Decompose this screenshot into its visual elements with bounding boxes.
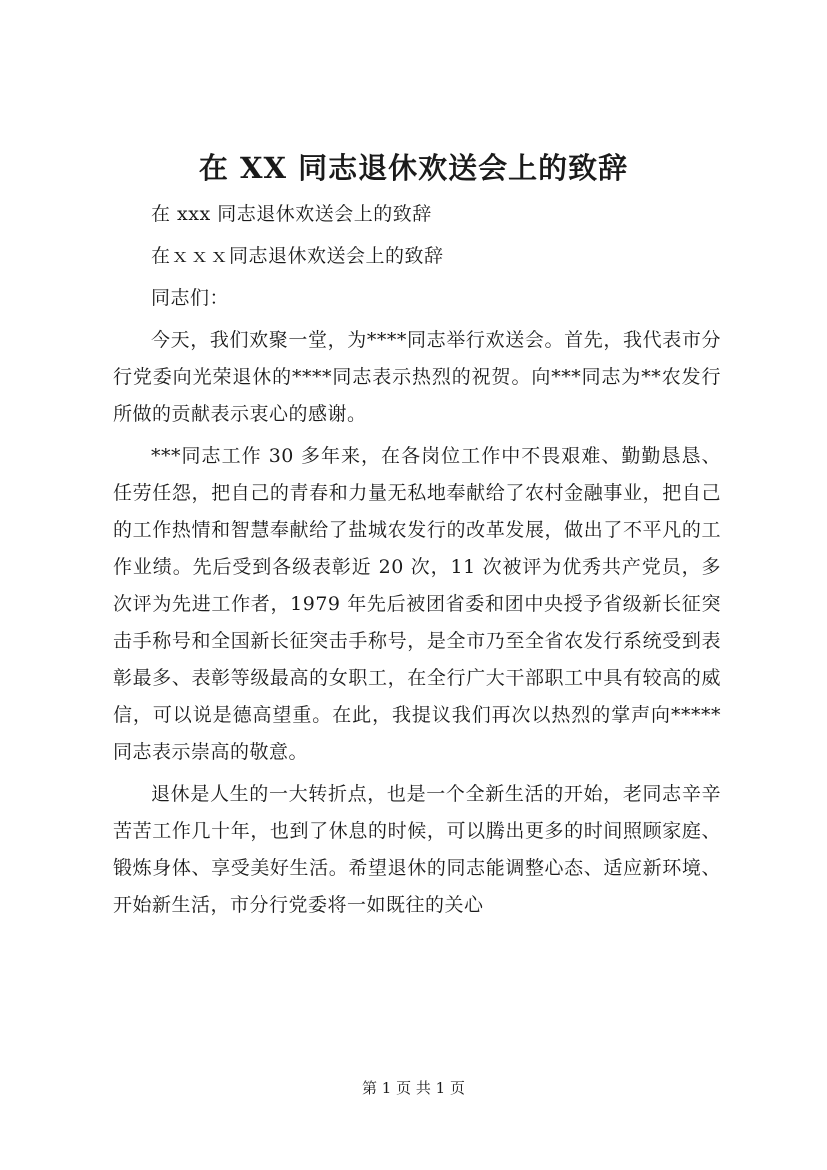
document-body — [113, 196, 721, 929]
paragraph: 退休是人生的一大转折点，也是一个全新生活的开始，老同志辛辛苦苦工作几十年，也到了休息的时候，可以腾出更多的时间照顾家庭、锻炼身体、享受美好生活。希望退休的同志能调整心态、适应新环境、开始新生活，市分行党委将一如既往的关心 — [113, 783, 721, 916]
subtitle-line-2: 在ｘｘｘ同志退休欢送会上的致辞 — [151, 245, 444, 267]
salutation: 同志们： — [151, 287, 230, 309]
paragraph: ***同志工作 30 多年来，在各岗位工作中不畏艰难、勤勤恳恳、任劳任怨，把自己的青春和力量无私地奉献给了农村金融事业，把自己的工作热情和智慧奉献给了盐城农发行的改革发展，做出了不平凡的工作业绩。先后受到各级表彰近 20 次，11 次被评为优秀共产党员，多次评为先进工作者，1979 年先后被团省委和团中央授予省级新长征突击手称号和全国新长征突击手称号，是全市乃至全省农发行系统受到表彰最多、表彰等级最高的女职工，在全行广大干部职工中具有较高的威信，可以说是德高望重。在此，我提议我们再次以热烈的掌声向*****同志表示崇高的敬意。 — [113, 445, 721, 763]
subtitle-line-1: 在 xxx 同志退休欢送会上的致辞 — [151, 203, 432, 225]
page-footer: 第 1 页 共 1 页 — [362, 1079, 465, 1097]
paragraph: 今天，我们欢聚一堂，为****同志举行欢送会。首先，我代表市分行党委向光荣退休的****同志表示热烈的祝贺。向***同志为**农发行所做的贡献表示衷心的感谢。 — [113, 329, 721, 425]
document-title: 在 XX 同志退休欢送会上的致辞 — [198, 151, 629, 185]
